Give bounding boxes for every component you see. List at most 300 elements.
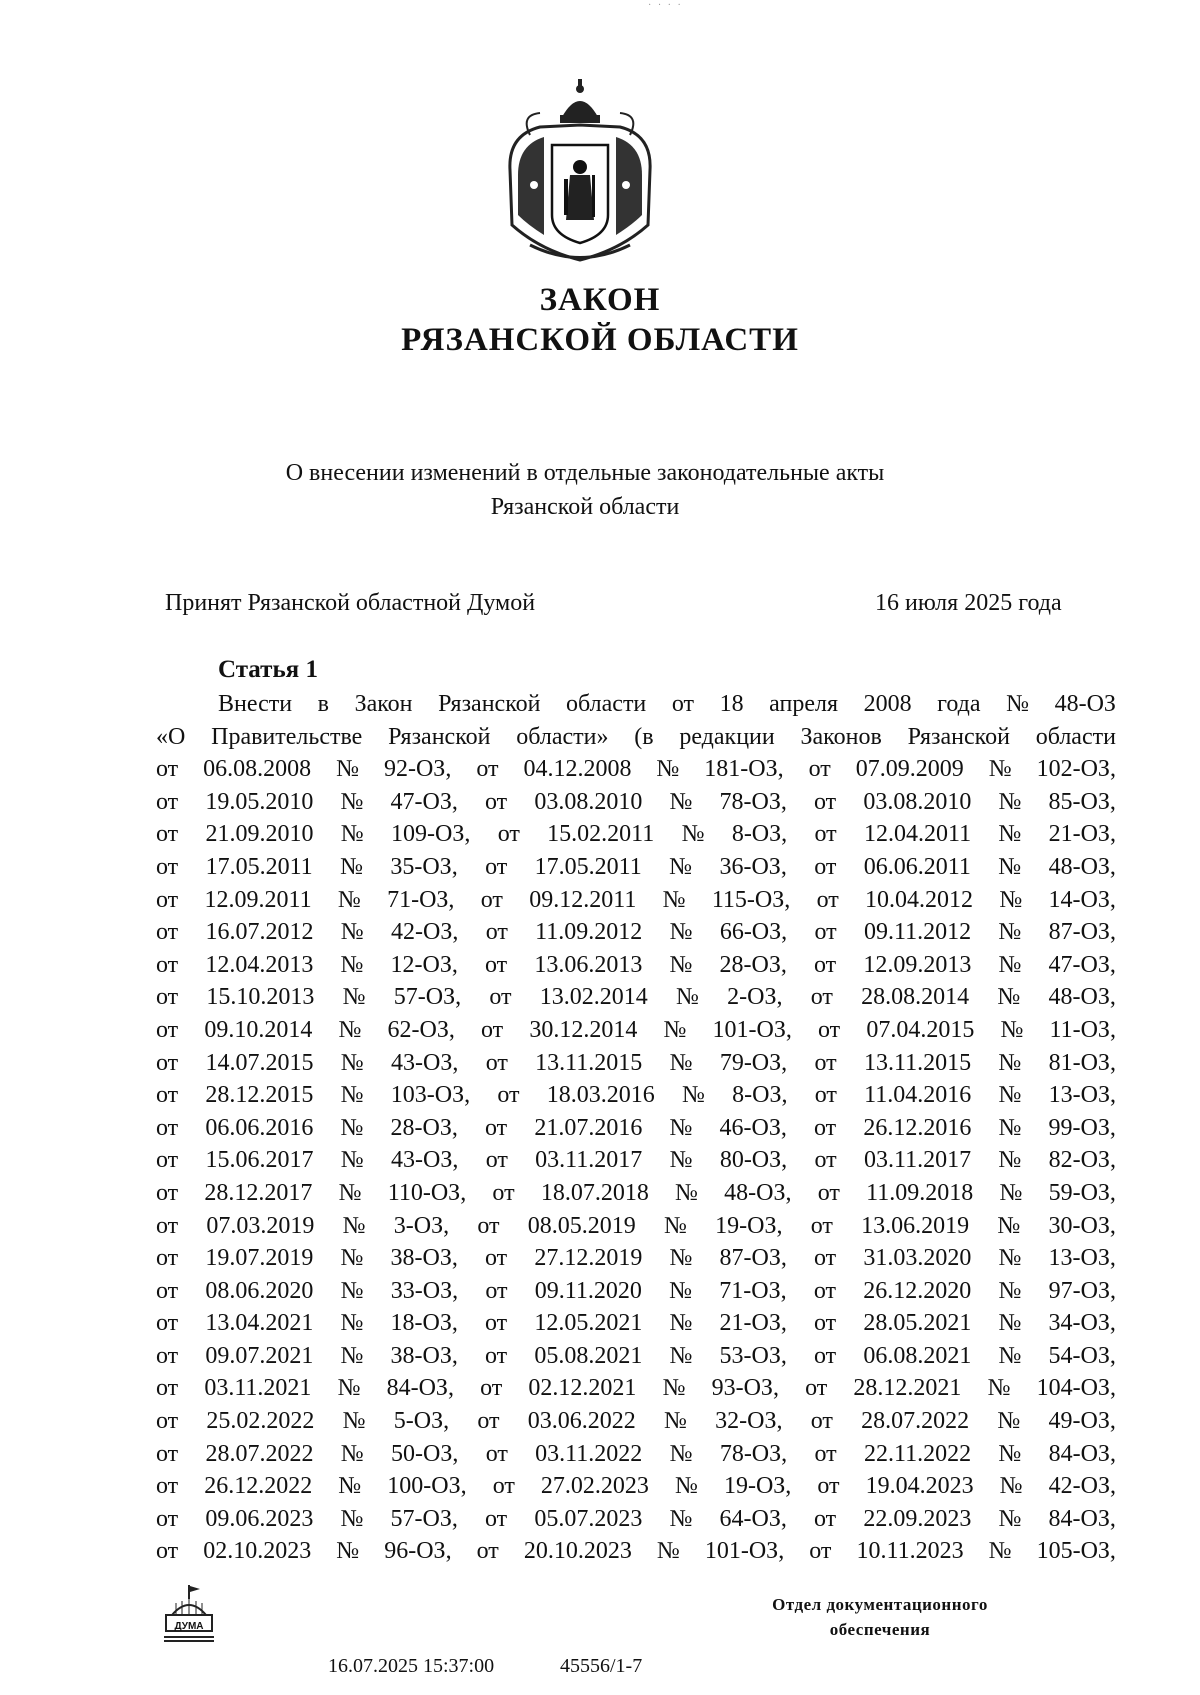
article-word: № [342,984,366,1011]
article-word: Рязанской [907,723,1010,750]
article-word: 38-ОЗ, [390,1245,458,1272]
article-word: № [340,821,364,848]
article-word: 17.05.2011 [205,853,313,880]
article-word: 15.02.2011 [547,821,655,848]
article-word: № [662,1375,686,1402]
article-word: № [998,821,1022,848]
article-word: 80-ОЗ, [719,1147,788,1174]
article-word: № [674,1473,698,1500]
article-word: 07.03.2019 [206,1212,315,1239]
article-word: 11.09.2012 [535,919,643,946]
article-word: 10.11.2023 [856,1538,964,1565]
article-word: от [480,886,503,913]
article-word: 48-ОЗ [1054,691,1116,717]
scan-artifact: · · · · [648,0,683,11]
article-line [156,1470,1116,1503]
article-word: 21.09.2010 [205,821,314,848]
article-word: № [669,1245,693,1272]
article-word: 26.12.2016 [863,1114,972,1141]
article-word: 12.04.2011 [863,821,972,848]
article-line [156,1438,1116,1471]
article-word: 21-ОЗ, [719,1310,787,1337]
article-word: от [814,919,837,946]
article-word: 06.08.2008 [203,756,312,783]
article-word: 59-ОЗ, [1048,1179,1116,1206]
article-word: от [814,1147,837,1174]
article-word: 57-ОЗ, [390,1505,458,1532]
article-line [156,1047,1116,1080]
article-word: 04.12.2008 [523,756,632,783]
article-word: 07.09.2009 [855,756,964,783]
article-word: 19-ОЗ, [723,1473,792,1500]
article-line [156,1535,1116,1568]
article-word: от [818,1016,841,1043]
article-word: от [481,1016,504,1043]
article-word: № [998,1342,1022,1369]
article-line [156,753,1116,786]
article-word: (в [634,723,654,750]
article-word: 66-ОЗ, [719,919,788,946]
article-word: от [156,1505,179,1532]
article-line [156,981,1116,1014]
article-word: от [156,984,179,1011]
article-word: 109-ОЗ, [391,821,471,848]
article-word: от [480,1375,503,1402]
article-word: 11-ОЗ, [1049,1016,1116,1043]
article-word: 26.12.2022 [204,1473,313,1500]
article-word: № [342,1408,366,1435]
article-word: Закон [354,691,413,717]
article-word: 05.08.2021 [534,1342,643,1369]
article-word: 8-ОЗ, [732,1082,788,1109]
article-word: от [476,1538,499,1565]
article-word: Законов [800,723,882,750]
article-line [156,1210,1116,1243]
article-word: 54-ОЗ, [1048,1342,1116,1369]
department-stamp-line-1: Отдел документационного [772,1595,988,1614]
article-word: от [814,1049,837,1076]
article-word: 48-ОЗ, [1048,853,1116,880]
article-word: № [340,1049,364,1076]
article-word: № [340,788,364,815]
article-word: № [669,919,693,946]
article-word: № [998,1277,1022,1304]
article-word: № [340,1082,364,1109]
article-word: 64-ОЗ, [719,1505,787,1532]
article-word: 26.12.2020 [863,1277,972,1304]
article-word: 03.11.2021 [204,1375,312,1402]
article-word: 13.11.2015 [863,1049,972,1076]
article-word: 13.04.2021 [205,1310,314,1337]
article-word: 21-ОЗ, [1048,821,1116,848]
article-word: 28-ОЗ, [390,1114,458,1141]
article-word: 105-ОЗ, [1036,1538,1116,1565]
article-word: 05.07.2023 [534,1505,643,1532]
article-word: 14-ОЗ, [1048,886,1116,913]
article-word: 30.12.2014 [529,1016,638,1043]
article-word: 110-ОЗ, [387,1179,467,1206]
article-word: от [816,886,839,913]
article-word: № [340,1114,364,1141]
article-word: № [681,821,705,848]
article-word: 50-ОЗ, [391,1440,459,1467]
article-word: 13.11.2015 [535,1049,643,1076]
article-word: № [656,756,680,783]
article-heading: Статья 1 [218,656,318,683]
article-word: 06.06.2011 [863,853,971,880]
print-timestamp: 16.07.2025 15:37:00 [328,1655,495,1677]
article-word: № [669,1342,693,1369]
article-line [156,1405,1116,1438]
law-subject-line-1: О внесении изменений в отдельные законодательные акты [285,460,885,486]
article-word: № [998,1114,1022,1141]
article-word: 03.08.2010 [534,788,643,815]
article-word: от [817,1473,840,1500]
article-word: 07.04.2015 [866,1016,975,1043]
article-word: от [810,984,833,1011]
article-line [156,818,1116,851]
article-word: 101-ОЗ, [704,1538,785,1565]
article-word: 92-ОЗ, [383,756,452,783]
article-word: № [998,1049,1022,1076]
article-word: от [485,1147,508,1174]
article-word: 97-ОЗ, [1048,1277,1116,1304]
article-word: от [814,1440,837,1467]
article-word: № [669,1114,693,1141]
article-word: от [485,788,508,815]
duma-logo-text: ДУМА [174,1621,204,1632]
article-word: 84-ОЗ, [386,1375,454,1402]
article-word: № [338,1016,362,1043]
document-number: 45556/1-7 [560,1655,643,1677]
article-word: № [669,1505,693,1532]
article-word: № [998,1147,1022,1174]
article-word: № [998,853,1022,880]
article-word: от [814,1082,837,1109]
article-word: № [340,1277,364,1304]
article-word: 13.02.2014 [539,984,648,1011]
article-word: 18-ОЗ, [390,1310,458,1337]
article-word: 12.09.2011 [204,886,312,913]
article-word: 42-ОЗ, [1048,1473,1116,1500]
article-word: 27.02.2023 [540,1473,649,1500]
article-word: 38-ОЗ, [390,1342,458,1369]
article-word: № [988,756,1012,783]
article-word: № [340,951,364,978]
article-word: № [682,1082,705,1109]
article-word: № [656,1538,680,1565]
article-word: 42-ОЗ, [391,919,459,946]
ryazan-coat-of-arms-icon [500,75,660,270]
article-word: 35-ОЗ, [390,853,458,880]
article-word: № [336,756,360,783]
article-word: от [156,1375,179,1402]
article-word: № [340,919,364,946]
article-word: 78-ОЗ, [719,788,787,815]
article-word: от [814,1245,837,1272]
article-word: 28.12.2021 [853,1375,962,1402]
article-word: 09.12.2011 [529,886,637,913]
article-word: 48-ОЗ, [724,1179,792,1206]
article-word: № [998,1082,1022,1109]
article-word: от [485,951,508,978]
article-word: 22.09.2023 [863,1505,972,1532]
article-word: года [937,691,981,717]
article-word: 34-ОЗ, [1048,1310,1116,1337]
article-word: 28.05.2021 [863,1310,972,1337]
article-line [156,1177,1116,1210]
article-word: от [156,821,179,848]
article-word: от [156,788,179,815]
article-word: № [669,951,693,978]
article-word: 62-ОЗ, [387,1016,455,1043]
article-word: области [566,691,647,717]
article-word: 33-ОЗ, [390,1277,459,1304]
article-word: 57-ОЗ, [393,984,462,1011]
article-word: Правительстве [211,723,363,750]
article-word: № [669,788,693,815]
article-word: 03.06.2022 [527,1408,636,1435]
article-word: от [808,756,831,783]
article-word: 84-ОЗ, [1048,1505,1116,1532]
article-word: 09.06.2023 [205,1505,314,1532]
article-word: 27.12.2019 [534,1245,643,1272]
article-word: от [809,1538,832,1565]
article-word: от [814,1342,837,1369]
article-word: 2-ОЗ, [727,984,783,1011]
article-word: от [156,1310,179,1337]
article-word: от [497,821,520,848]
article-word: 03.11.2017 [863,1147,972,1174]
article-word: от [156,886,179,913]
article-word: № [663,1016,687,1043]
article-word: № [998,1505,1022,1532]
article-word: 5-ОЗ, [393,1408,450,1435]
article-word: № [669,1147,693,1174]
article-word: 31.03.2020 [863,1245,972,1272]
article-word: 36-ОЗ, [719,853,787,880]
article-word: от [156,1114,179,1141]
article-word: № [988,1538,1012,1565]
article-word: 22.11.2022 [863,1440,972,1467]
article-word: 78-ОЗ, [719,1440,788,1467]
article-word: Внести [218,691,293,717]
adopted-by: Принят Рязанской областной Думой [165,590,536,616]
article-word: 96-ОЗ, [384,1538,452,1565]
article-word: № [669,853,693,880]
article-word: 18.07.2018 [540,1179,649,1206]
article-word: 03.08.2010 [863,788,972,815]
article-word: № [338,1179,362,1206]
article-word: от [485,1049,508,1076]
article-word: области» [516,723,609,750]
article-word: 13-ОЗ, [1048,1082,1116,1109]
article-word: 12-ОЗ, [390,951,458,978]
article-word: 100-ОЗ, [387,1473,467,1500]
article-word: от [156,1440,179,1467]
article-word: 15.10.2013 [206,984,315,1011]
article-word: № [337,886,361,913]
article-line [156,1112,1116,1145]
article-line [156,1307,1116,1340]
article-word: № [340,853,363,880]
article-word: 12.05.2021 [534,1310,643,1337]
department-stamp-line-2: обеспечения [829,1620,931,1639]
article-word: 47-ОЗ, [390,788,458,815]
article-word: 101-ОЗ, [712,1016,792,1043]
article-word: от [156,1179,179,1206]
article-word: от [814,951,837,978]
article-word: от [671,691,695,717]
article-word: Рязанской [438,691,541,717]
article-word: 06.06.2016 [205,1114,314,1141]
article-word: № [336,1538,360,1565]
article-word: 43-ОЗ, [391,1147,459,1174]
article-word: 08.06.2020 [205,1277,314,1304]
article-word: № [1006,691,1030,717]
article-word: от [156,1342,179,1369]
article-word: от [156,1082,179,1109]
article-word: от [156,1212,179,1239]
law-title: ЗАКОН [539,282,661,318]
article-word: 46-ОЗ, [719,1114,787,1141]
article-word: № [999,886,1023,913]
article-line [156,1503,1116,1536]
article-word: 09.11.2012 [863,919,972,946]
article-word: № [340,1440,364,1467]
article-word: № [340,1310,364,1337]
article-word: 93-ОЗ, [711,1375,779,1402]
article-word: от [156,1147,179,1174]
article-word: № [998,1245,1022,1272]
article-word: от [485,1277,508,1304]
article-word: от [817,1179,840,1206]
article-word: 102-ОЗ, [1036,756,1116,783]
article-word: от [485,1245,508,1272]
article-word: 79-ОЗ, [719,1049,788,1076]
article-word: 25.02.2022 [206,1408,315,1435]
article-word: 48-ОЗ, [1048,984,1116,1011]
article-word: № [338,1473,362,1500]
article-line [156,1372,1116,1405]
article-word: 28.08.2014 [861,984,970,1011]
article-body [156,688,1116,1568]
article-word: 19.05.2010 [205,788,314,815]
article-word: № [676,984,699,1011]
article-word: 13-ОЗ, [1048,1245,1116,1272]
article-line [156,916,1116,949]
article-word: от [814,1505,837,1532]
article-word: от [156,756,179,783]
article-word: от [814,788,837,815]
article-word: от [814,853,837,880]
article-word: № [675,1179,698,1206]
article-word: 43-ОЗ, [391,1049,459,1076]
article-word: от [485,1342,508,1369]
article-word: от [485,1440,508,1467]
article-word: № [669,1277,693,1304]
article-word: 181-ОЗ, [704,756,784,783]
article-line [156,1340,1116,1373]
article-word: 14.07.2015 [205,1049,314,1076]
article-word: от [489,984,512,1011]
article-word: № [669,1310,693,1337]
article-word: 30-ОЗ, [1048,1212,1116,1239]
duma-building-icon [162,1585,216,1645]
article-word: 8-ОЗ, [731,821,788,848]
article-word: № [997,984,1021,1011]
article-line [156,884,1116,917]
article-word: от [485,1114,508,1141]
article-word: № [998,1440,1022,1467]
article-word: от [485,853,508,880]
article-word: от [156,1049,179,1076]
article-word: от [485,1505,508,1532]
article-word: 47-ОЗ, [1048,951,1116,978]
article-word: 02.10.2023 [203,1538,312,1565]
article-word: от [810,1212,833,1239]
article-line [156,1242,1116,1275]
article-line [156,688,1116,721]
article-word: № [664,1212,687,1239]
article-word: 11.09.2018 [866,1179,974,1206]
article-word: № [340,1505,364,1532]
article-word: 71-ОЗ, [387,886,455,913]
article-word: от [477,1408,500,1435]
article-word: от [156,853,179,880]
article-word: от [805,1375,828,1402]
article-word: 28.07.2022 [861,1408,970,1435]
article-word: от [156,1016,179,1043]
article-word: № [669,1440,693,1467]
article-word: 49-ОЗ, [1048,1408,1116,1435]
article-line [156,949,1116,982]
article-word: 19-ОЗ, [715,1212,783,1239]
article-word: № [1000,1016,1024,1043]
article-word: 53-ОЗ, [719,1342,787,1369]
article-word: № [662,886,686,913]
article-word: 104-ОЗ, [1036,1375,1116,1402]
article-word: от [156,919,179,946]
article-word: 13.06.2019 [861,1212,970,1239]
article-word: № [999,1179,1023,1206]
article-word: № [342,1212,366,1239]
article-word: 21.07.2016 [534,1114,643,1141]
article-line [156,1079,1116,1112]
article-word: 32-ОЗ, [715,1408,783,1435]
article-word: от [814,1310,837,1337]
article-word: 82-ОЗ, [1048,1147,1116,1174]
article-word: № [997,1408,1021,1435]
article-line [156,1275,1116,1308]
article-word: № [340,1147,364,1174]
article-word: 06.08.2021 [863,1342,972,1369]
article-line [156,786,1116,819]
article-word: № [998,919,1022,946]
article-word: от [476,756,499,783]
article-word: 87-ОЗ, [719,1245,787,1272]
article-word: 09.07.2021 [205,1342,314,1369]
article-word: 03.11.2017 [535,1147,643,1174]
article-word: от [813,1277,837,1304]
article-word: № [669,1049,693,1076]
article-word: от [485,1310,508,1337]
article-word: 85-ОЗ, [1048,788,1116,815]
article-word: № [997,1212,1021,1239]
article-line [156,721,1116,754]
article-word: 03.11.2022 [535,1440,643,1467]
article-word: № [998,1310,1022,1337]
